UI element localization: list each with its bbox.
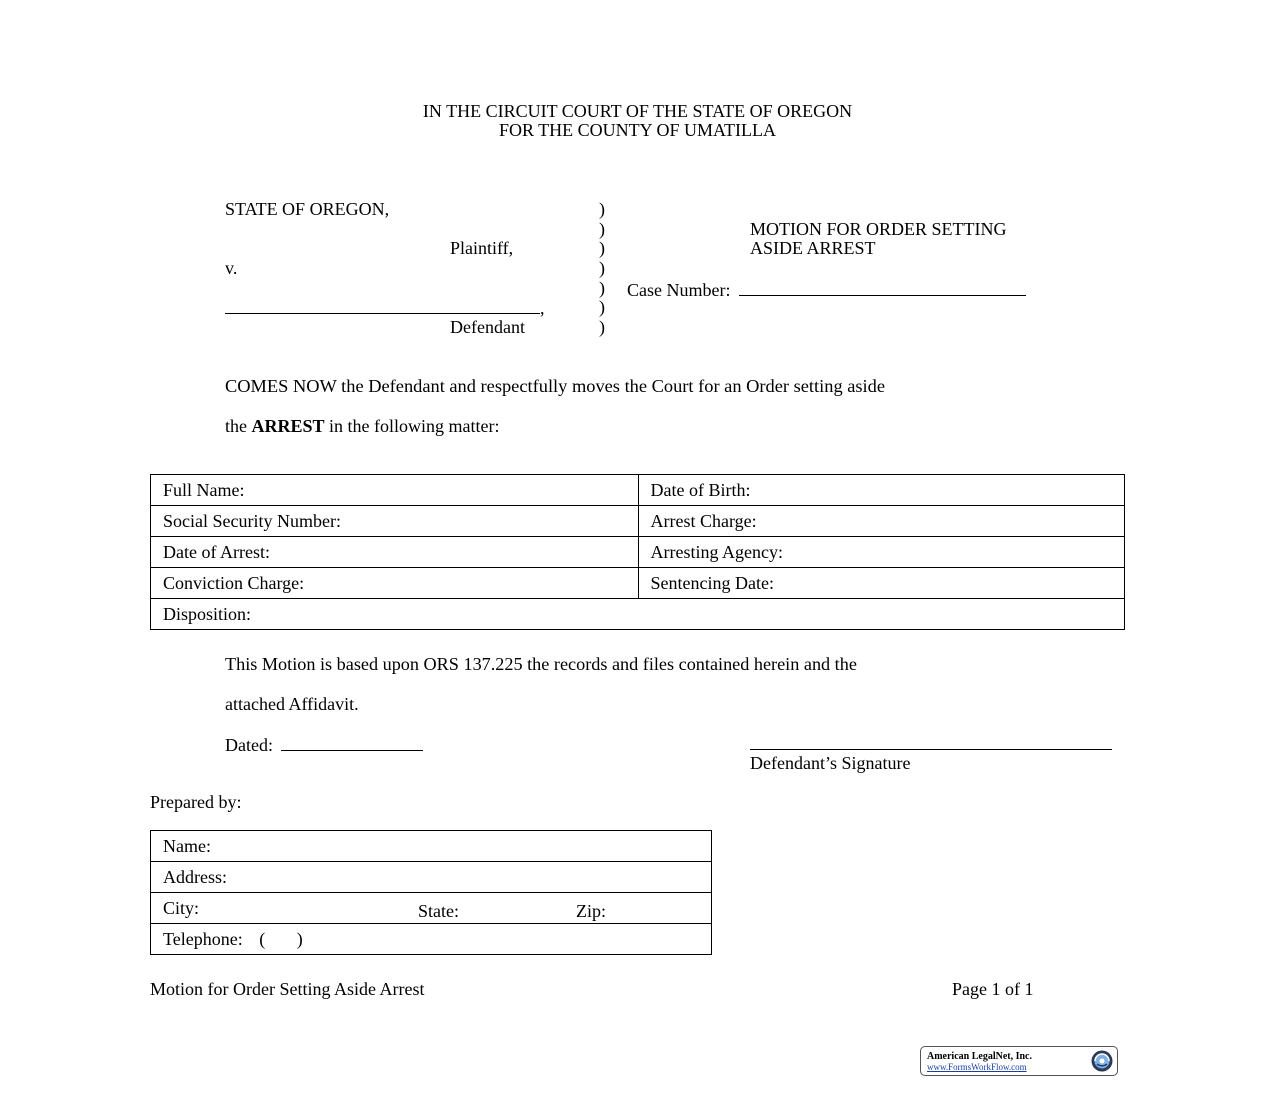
signature-label: Defendant’s Signature xyxy=(750,753,911,773)
defendant-label: Defendant xyxy=(450,317,525,337)
plaintiff-label: Plaintiff, xyxy=(450,238,514,258)
zip-label: Zip: xyxy=(576,901,606,921)
date-of-arrest-cell[interactable]: Date of Arrest: xyxy=(151,537,639,568)
court-header-line1: IN THE CIRCUIT COURT OF THE STATE OF OREGON xyxy=(422,101,853,121)
intro-line1: COMES NOW the Defendant and respectfully moves the Court for an Order setting aside xyxy=(225,376,886,396)
american-legalnet-logo[interactable] xyxy=(920,1046,1118,1076)
conviction-charge-cell[interactable]: Conviction Charge: xyxy=(151,568,639,599)
basis-line2: attached Affidavit. xyxy=(225,694,359,714)
telephone-area-code: ( ) xyxy=(259,928,303,949)
preparer-telephone-cell[interactable] xyxy=(151,924,712,955)
versus-label: v. xyxy=(225,258,238,278)
arrest-charge-cell[interactable]: Arrest Charge: xyxy=(638,506,1124,537)
disposition-cell[interactable]: Disposition: xyxy=(151,599,1125,630)
logo-company: American LegalNet, Inc. xyxy=(927,1051,1032,1062)
case-number-field[interactable] xyxy=(739,279,1026,296)
globe-icon xyxy=(1090,1049,1114,1073)
motion-title-line1: MOTION FOR ORDER SETTING xyxy=(750,219,1007,239)
arrest-info-table xyxy=(150,474,1125,630)
caption-paren: ) xyxy=(599,317,605,337)
motion-title-line2: ASIDE ARREST xyxy=(750,238,876,258)
city-label: City: xyxy=(163,897,200,918)
court-header-line2: FOR THE COUNTY OF UMATILLA xyxy=(498,120,776,140)
prepared-by-table xyxy=(150,830,712,955)
caption-paren: ) xyxy=(599,238,605,258)
ssn-cell[interactable]: Social Security Number: xyxy=(151,506,639,537)
prepared-by-label: Prepared by: xyxy=(150,792,242,812)
case-number xyxy=(627,279,1026,299)
intro-line2: the ARREST in the following matter: xyxy=(225,416,500,436)
arresting-agency-cell[interactable]: Arresting Agency: xyxy=(638,537,1124,568)
preparer-city-state-zip-cell[interactable] xyxy=(151,893,712,924)
date-of-birth-cell[interactable]: Date of Birth: xyxy=(638,475,1124,506)
caption-paren: ) xyxy=(599,219,605,239)
logo-url[interactable]: www.FormsWorkFlow.com xyxy=(927,1062,1027,1072)
signature-line[interactable] xyxy=(750,749,1112,750)
telephone-label: Telephone: xyxy=(163,928,243,949)
sentencing-date-cell[interactable]: Sentencing Date: xyxy=(638,568,1124,599)
case-number-label: Case Number: xyxy=(627,280,731,300)
footer-page-number: Page 1 of 1 xyxy=(952,979,1034,999)
preparer-address-cell[interactable]: Address: xyxy=(151,862,712,893)
full-name-cell[interactable]: Full Name: xyxy=(151,475,639,506)
state-label: State: xyxy=(418,901,459,921)
caption-paren: ) xyxy=(599,258,605,278)
caption-paren: ) xyxy=(599,297,605,317)
arrest-emphasis: ARREST xyxy=(251,416,325,436)
preparer-name-cell[interactable]: Name: xyxy=(151,831,712,862)
dated xyxy=(225,734,423,754)
dated-label: Dated: xyxy=(225,735,273,755)
caption-paren: ) xyxy=(599,199,605,219)
basis-line1: This Motion is based upon ORS 137.225 the records and files contained herein and the xyxy=(225,654,857,674)
caption-paren: ) xyxy=(599,278,605,298)
footer-doc-title: Motion for Order Setting Aside Arrest xyxy=(150,979,425,999)
dated-field[interactable] xyxy=(281,734,423,751)
defendant-name-line[interactable]: , xyxy=(225,298,545,317)
plaintiff-name: STATE OF OREGON, xyxy=(225,199,390,219)
